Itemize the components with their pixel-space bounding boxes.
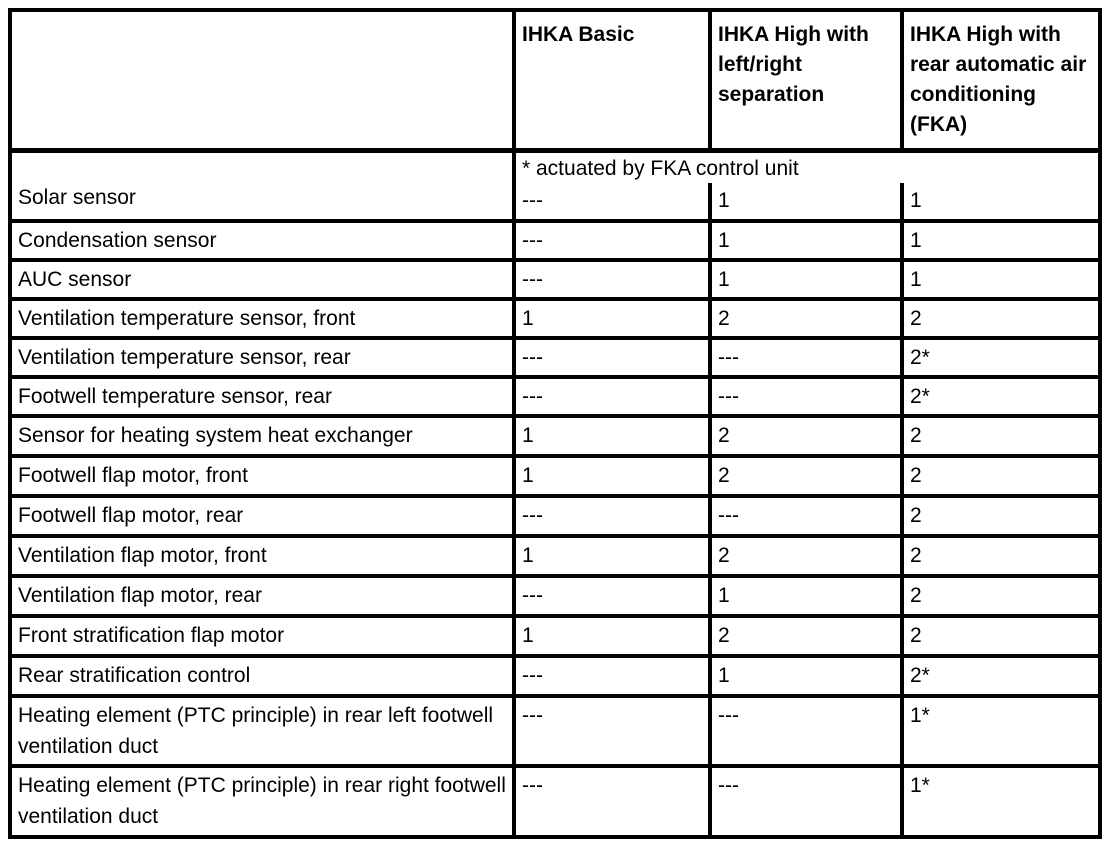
value-cell: 1 xyxy=(516,418,712,458)
value-cell: --- xyxy=(516,498,712,538)
value-cell: --- xyxy=(516,183,712,223)
value-cell: --- xyxy=(712,498,904,538)
column-header-ihka-basic: IHKA Basic xyxy=(516,12,712,153)
value-cell: 2 xyxy=(904,418,1102,458)
value-cell: 1* xyxy=(904,698,1102,768)
value-cell: --- xyxy=(712,768,904,839)
value-cell: 2 xyxy=(904,618,1102,658)
value-cell: --- xyxy=(516,379,712,418)
value-cell: --- xyxy=(516,658,712,698)
table-row xyxy=(12,458,1102,498)
row-label: Footwell temperature sensor, rear xyxy=(12,379,516,418)
table-row xyxy=(12,340,1102,379)
footnote-row xyxy=(12,153,1102,183)
value-cell: 2 xyxy=(904,301,1102,340)
row-label: Condensation sensor xyxy=(12,223,516,262)
row-label: AUC sensor xyxy=(12,262,516,301)
row-label: Ventilation temperature sensor, front xyxy=(12,301,516,340)
column-header-ihka-high-lr: IHKA High with left/right separation xyxy=(712,12,904,153)
value-cell: 2 xyxy=(712,418,904,458)
value-cell: 1 xyxy=(712,223,904,262)
value-cell: 1 xyxy=(516,618,712,658)
row-label: Rear stratification control xyxy=(12,658,516,698)
header-row xyxy=(12,12,1102,153)
value-cell: 2 xyxy=(712,458,904,498)
value-cell: 2 xyxy=(712,301,904,340)
table-row xyxy=(12,538,1102,578)
value-cell: 2* xyxy=(904,658,1102,698)
row-label: Ventilation flap motor, rear xyxy=(12,578,516,618)
row-label: Ventilation temperature sensor, rear xyxy=(12,340,516,379)
value-cell: 1 xyxy=(516,538,712,578)
value-cell: --- xyxy=(516,578,712,618)
value-cell: 1 xyxy=(712,658,904,698)
row-label: Footwell flap motor, front xyxy=(12,458,516,498)
value-cell: 2 xyxy=(712,618,904,658)
value-cell: --- xyxy=(712,698,904,768)
value-cell: 2* xyxy=(904,379,1102,418)
value-cell: --- xyxy=(516,768,712,839)
table-row xyxy=(12,658,1102,698)
table-row xyxy=(12,262,1102,301)
table-row xyxy=(12,498,1102,538)
value-cell: 1 xyxy=(712,262,904,301)
table-row xyxy=(12,578,1102,618)
table-row xyxy=(12,223,1102,262)
value-cell: 2 xyxy=(904,498,1102,538)
row-label: Sensor for heating system heat exchanger xyxy=(12,418,516,458)
row-label: Solar sensor xyxy=(12,153,516,223)
value-cell: 1 xyxy=(904,262,1102,301)
value-cell: 1 xyxy=(712,183,904,223)
footnote-cell: * actuated by FKA control unit xyxy=(516,153,1102,183)
value-cell: --- xyxy=(712,340,904,379)
value-cell: 1 xyxy=(516,301,712,340)
ihka-equipment-table xyxy=(8,8,1102,839)
column-header-ihka-high-fka: IHKA High with rear automatic air conditioning (FKA) xyxy=(904,12,1102,153)
table-row xyxy=(12,301,1102,340)
column-header-component xyxy=(12,12,516,153)
value-cell: 1* xyxy=(904,768,1102,839)
value-cell: 2 xyxy=(904,578,1102,618)
value-cell: 1 xyxy=(516,458,712,498)
value-cell: 2 xyxy=(712,538,904,578)
value-cell: 2 xyxy=(904,538,1102,578)
table-row xyxy=(12,698,1102,768)
value-cell: 1 xyxy=(904,183,1102,223)
row-label: Heating element (PTC principle) in rear left footwell ventilation duct xyxy=(12,698,516,768)
row-label: Ventilation flap motor, front xyxy=(12,538,516,578)
table-row xyxy=(12,618,1102,658)
row-label: Front stratification flap motor xyxy=(12,618,516,658)
value-cell: --- xyxy=(516,698,712,768)
table-row xyxy=(12,379,1102,418)
value-cell: 1 xyxy=(712,578,904,618)
value-cell: --- xyxy=(712,379,904,418)
value-cell: 2 xyxy=(904,458,1102,498)
value-cell: --- xyxy=(516,262,712,301)
table-row xyxy=(12,418,1102,458)
value-cell: --- xyxy=(516,223,712,262)
row-label: Heating element (PTC principle) in rear right footwell ventilation duct xyxy=(12,768,516,839)
table-row xyxy=(12,768,1102,839)
value-cell: 2* xyxy=(904,340,1102,379)
value-cell: 1 xyxy=(904,223,1102,262)
value-cell: --- xyxy=(516,340,712,379)
row-label: Footwell flap motor, rear xyxy=(12,498,516,538)
